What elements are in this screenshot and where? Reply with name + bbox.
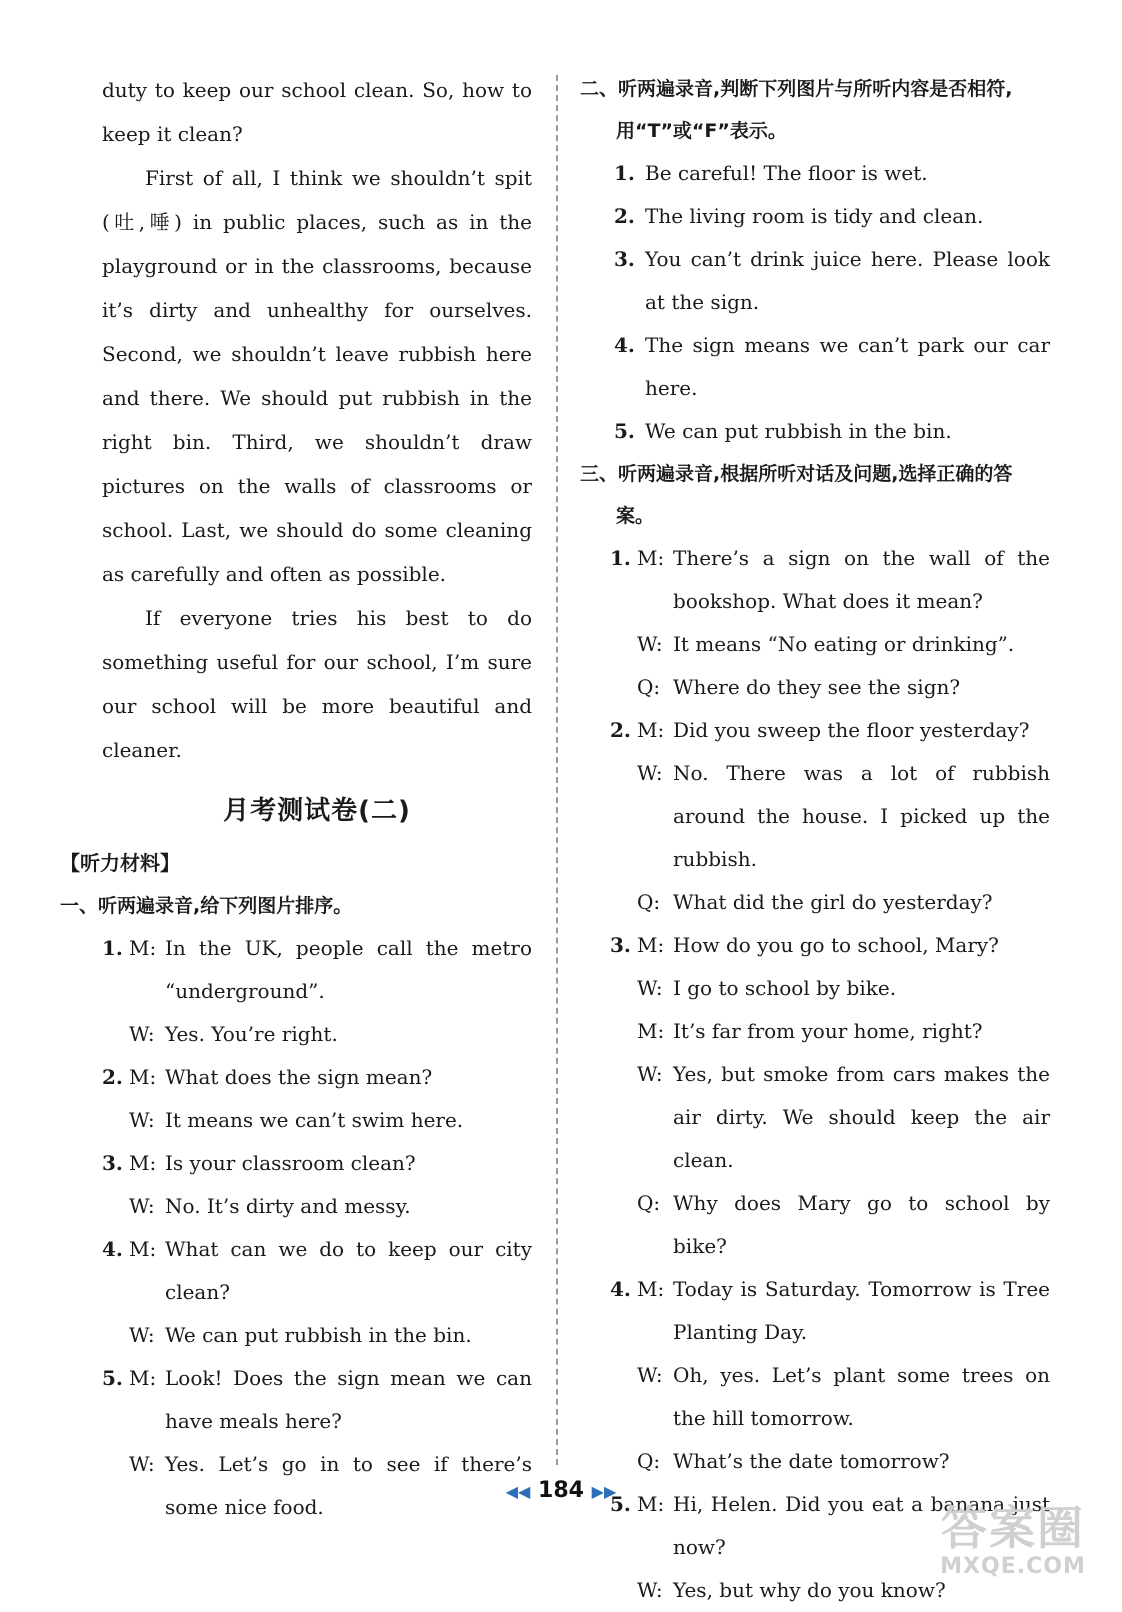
dialog-item — [102, 927, 532, 1056]
speaker-label: M: — [129, 936, 157, 960]
dialog-line — [610, 1268, 1050, 1354]
dialog-line — [610, 924, 1050, 967]
dialog-line — [102, 1228, 532, 1314]
item-number: 1. — [610, 546, 631, 570]
dialog-text: In the UK, people call the metro “underground”. — [165, 936, 532, 1003]
statement-item — [580, 152, 1050, 195]
next-page-icon[interactable]: ▶▶ — [591, 1482, 617, 1501]
dialog-text: Did you sweep the floor yesterday? — [673, 718, 1030, 742]
speaker-label: Q: — [637, 1191, 661, 1215]
speaker-label: M: — [637, 1019, 665, 1043]
item-number: 4. — [610, 1277, 631, 1301]
speaker-label: W: — [129, 1022, 155, 1046]
column-divider — [556, 75, 558, 1465]
speaker-label: W: — [129, 1452, 155, 1476]
dialog-text: Why does Mary go to school by bike? — [673, 1191, 1050, 1258]
dialog-line — [102, 1314, 532, 1357]
dialog-line — [102, 927, 532, 1013]
dialog-line — [610, 1053, 1050, 1182]
statement-item — [580, 195, 1050, 238]
statement-text: We can put rubbish in the bin. — [645, 419, 952, 443]
statement-text: You can’t drink juice here. Please look at the sign. — [645, 247, 1050, 314]
dialog-text: It means “No eating or drinking”. — [673, 632, 1015, 656]
dialog-text: Yes, but why do you know? — [673, 1578, 946, 1602]
watermark-text: 答案圈 — [941, 1501, 1085, 1555]
dialog-line — [610, 1354, 1050, 1440]
dialog-line — [610, 666, 1050, 709]
item-number: 2. — [610, 718, 631, 742]
dialog-line — [610, 1440, 1050, 1483]
dialog-text: Yes. Let’s go in to see if there’s some nice food. — [165, 1452, 532, 1519]
speaker-label: M: — [129, 1151, 157, 1175]
dialog-item — [610, 537, 1050, 709]
watermark-logo — [918, 1502, 1108, 1592]
exam-title: 月考测试卷(二) — [223, 796, 411, 826]
essay-paragraph-1: duty to keep our school clean. So, how to keep it clean? — [102, 78, 532, 146]
statement-item — [580, 238, 1050, 324]
page-footer — [0, 1478, 1122, 1503]
dialog-item — [102, 1056, 532, 1142]
item-number: 2. — [614, 204, 635, 228]
speaker-label: W: — [637, 1578, 663, 1602]
watermark-url: MXQE.COM — [940, 1554, 1086, 1579]
item-number: 2. — [102, 1065, 123, 1089]
speaker-label: Q: — [637, 1449, 661, 1473]
dialog-line — [102, 1357, 532, 1443]
section-3-dialogs — [580, 537, 1050, 1612]
speaker-label: M: — [637, 1277, 665, 1301]
speaker-label: M: — [637, 718, 665, 742]
dialog-line — [610, 967, 1050, 1010]
dialog-text: Yes, but smoke from cars makes the air dirty. We should keep the air clean. — [673, 1062, 1050, 1172]
speaker-label: M: — [129, 1366, 157, 1390]
section-2-statements — [580, 152, 1050, 453]
dialog-line — [610, 1010, 1050, 1053]
dialog-text: What’s the date tomorrow? — [673, 1449, 950, 1473]
listening-material-label: 【听力材料】 — [60, 851, 180, 875]
item-number: 3. — [614, 247, 635, 271]
speaker-label: M: — [129, 1065, 157, 1089]
item-number: 5. — [102, 1366, 123, 1390]
dialog-text: It’s far from your home, right? — [673, 1019, 983, 1043]
section-1-heading: 一、听两遍录音,给下列图片排序。 — [60, 895, 353, 917]
speaker-label: W: — [637, 976, 663, 1000]
dialog-text: There’s a sign on the wall of the bookshop. What does it mean? — [673, 546, 1050, 613]
dialog-line — [102, 1142, 532, 1185]
dialog-line — [610, 752, 1050, 881]
dialog-text: How do you go to school, Mary? — [673, 933, 999, 957]
statement-item — [580, 410, 1050, 453]
section-1-dialogs — [102, 927, 532, 1529]
section-2-heading: 二、听两遍录音,判断下列图片与所听内容是否相符,用“T”或“F”表示。 — [580, 78, 1013, 142]
speaker-label: W: — [637, 632, 663, 656]
essay-paragraph-3: If everyone tries his best to do something useful for our school, I’m sure our school will be more beautiful and cleaner. — [102, 606, 532, 762]
speaker-label: M: — [637, 546, 665, 570]
dialog-text: Look! Does the sign mean we can have meals here? — [165, 1366, 532, 1433]
dialog-text: Yes. You’re right. — [165, 1022, 338, 1046]
dialog-item — [102, 1228, 532, 1357]
dialog-line — [102, 1099, 532, 1142]
dialog-text: Today is Saturday. Tomorrow is Tree Planting Day. — [673, 1277, 1050, 1344]
dialog-line — [102, 1185, 532, 1228]
dialog-item — [102, 1357, 532, 1529]
item-number: 3. — [102, 1151, 123, 1175]
dialog-item — [610, 709, 1050, 924]
speaker-label: M: — [637, 1492, 665, 1516]
dialog-text: We can put rubbish in the bin. — [165, 1323, 472, 1347]
speaker-label: W: — [129, 1323, 155, 1347]
dialog-text: No. There was a lot of rubbish around the house. I picked up the rubbish. — [673, 761, 1050, 871]
dialog-text: What did the girl do yesterday? — [673, 890, 993, 914]
dialog-line — [610, 537, 1050, 623]
section-3-heading: 三、听两遍录音,根据所听对话及问题,选择正确的答案。 — [580, 463, 1013, 527]
prev-page-icon[interactable]: ◀◀ — [505, 1482, 531, 1501]
dialog-text: Hi, Helen. Did you eat a banana just now? — [673, 1492, 1050, 1559]
dialog-text: Is your classroom clean? — [165, 1151, 416, 1175]
statement-item — [580, 324, 1050, 410]
dialog-line — [610, 623, 1050, 666]
statement-text: The sign means we can’t park our car here. — [645, 333, 1050, 400]
item-number: 5. — [614, 419, 635, 443]
dialog-text: I go to school by bike. — [673, 976, 897, 1000]
speaker-label: M: — [129, 1237, 157, 1261]
dialog-text: No. It’s dirty and messy. — [165, 1194, 411, 1218]
statement-text: Be careful! The floor is wet. — [645, 161, 928, 185]
speaker-label: W: — [637, 1062, 663, 1086]
dialog-text: Oh, yes. Let’s plant some trees on the hill tomorrow. — [673, 1363, 1050, 1430]
item-number: 4. — [102, 1237, 123, 1261]
item-number: 1. — [102, 936, 123, 960]
dialog-item — [610, 1268, 1050, 1483]
dialog-text: What can we do to keep our city clean? — [165, 1237, 532, 1304]
speaker-label: Q: — [637, 675, 661, 699]
speaker-label: W: — [129, 1194, 155, 1218]
speaker-label: W: — [637, 761, 663, 785]
dialog-line — [102, 1013, 532, 1056]
dialog-text: What does the sign mean? — [165, 1065, 433, 1089]
item-number: 1. — [614, 161, 635, 185]
dialog-line — [610, 1182, 1050, 1268]
dialog-text: Where do they see the sign? — [673, 675, 961, 699]
dialog-line — [102, 1056, 532, 1099]
speaker-label: W: — [129, 1108, 155, 1132]
statement-text: The living room is tidy and clean. — [645, 204, 984, 228]
item-number: 5. — [610, 1492, 631, 1516]
dialog-item — [610, 924, 1050, 1268]
dialog-item — [102, 1142, 532, 1228]
dialog-line — [610, 709, 1050, 752]
speaker-label: M: — [637, 933, 665, 957]
dialog-line — [610, 881, 1050, 924]
essay-paragraph-2: First of all, I think we shouldn’t spit (吐,唾) in public places, such as in the playground or in the classrooms, because it’s dirty and unhealthy for ourselves. Second, we shouldn’t leave rubbish here and there. We should put rubbish in the right bin. Third, we shouldn’t draw pictures on the walls of classrooms or school. Last, we should do some cleaning as carefully and often as possible. — [102, 166, 532, 586]
speaker-label: Q: — [637, 890, 661, 914]
item-number: 4. — [614, 333, 635, 357]
item-number: 3. — [610, 933, 631, 957]
page-number: 184 — [538, 1478, 584, 1503]
left-column — [60, 68, 532, 1529]
speaker-label: W: — [637, 1363, 663, 1387]
dialog-text: It means we can’t swim here. — [165, 1108, 464, 1132]
right-column — [580, 68, 1050, 1612]
